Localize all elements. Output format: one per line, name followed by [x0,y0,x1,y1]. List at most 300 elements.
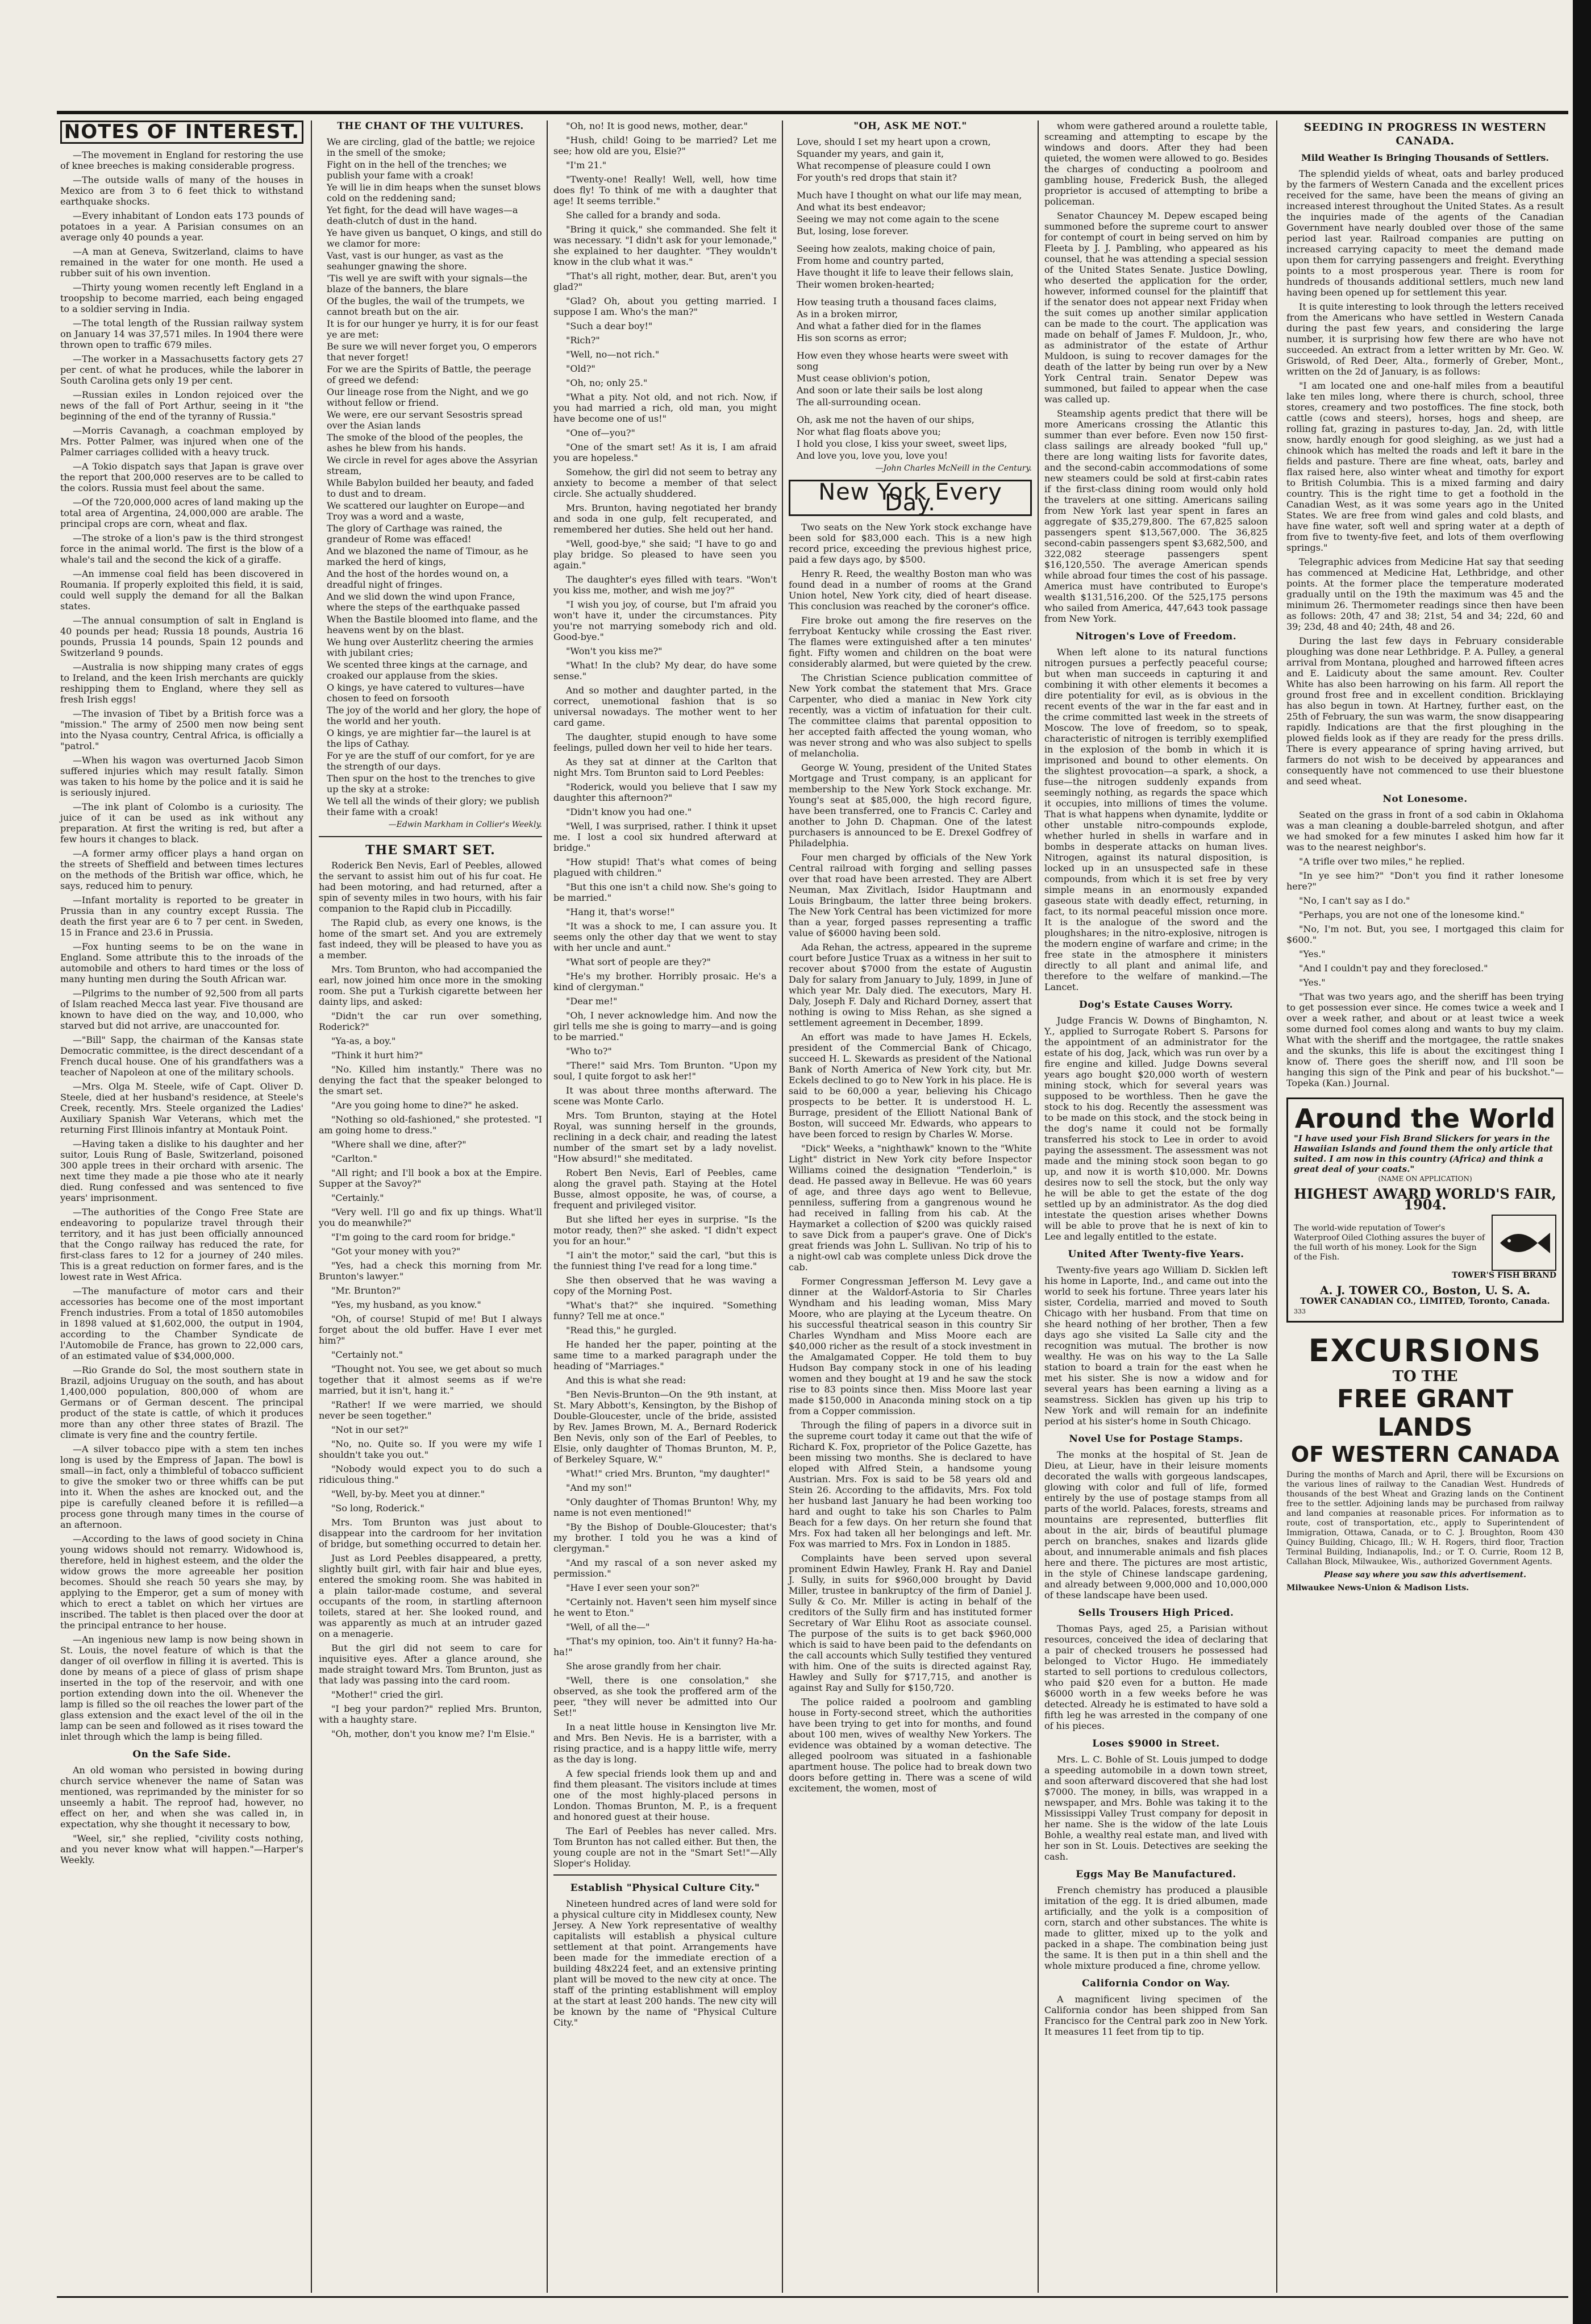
paragraph: —A former army officer plays a hand organ on the streets of Sheffield and between times lectures on the methods of the British war office, which, he says, reduced him to penury. [60,848,303,891]
paragraph: Former Congressman Jefferson M. Levy gave a dinner at the Waldorf-Astoria to Sir Charles Wyndham and his leading woman, Miss Mary Moore, who are playing at the Lyceum theatre. On his successful theatrical season in this country Sir Charles Wyndham and Miss Moore each are $40,000 richer as the result of a stock investment in the Amalgamated Copper. He told them to buy Hudson Bay company stock in one of his leading women and they bought at 19 and he saw the stock rise to 83 points since then. Miss Moore last year made $150,000 in Anaconda mining stock on a tip from a Copper commission. [789,1276,1032,1416]
united-title: United After Twenty-five Years. [1068,1249,1244,1260]
poem-line: How even they whose hearts were sweet with song [797,350,1009,372]
paragraph: "Certainly not. Haven't seen him myself since he went to Eton." [553,1597,777,1618]
not-lonesome-article [1286,809,1564,1088]
ad-code: 333 [1294,1308,1306,1315]
paragraph: —The annual consumption of salt in England is 40 pounds per head; Russia 18 pounds, Austria 16 pounds, Prussia 14 pounds, Spain 12 pounds and Switzerland 9 pounds. [60,615,303,658]
ad-award: HIGHEST AWARD WORLD'S FAIR, 1904. [1294,1186,1556,1213]
ad-description: The world-wide reputation of Tower's Waterproof Oiled Clothing assures the buyer of the full worth of his money. Look for the Sign of the Fish. [1294,1223,1485,1262]
paragraph: "I'm 21." [566,160,607,171]
paragraph: "Certainly not." [331,1349,403,1360]
postage-stamps-title: Novel Use for Postage Stamps. [1069,1433,1243,1445]
poem-line: And soon or late their sails be lost along [797,385,983,396]
paragraph: —Rio Grande do Sol, the most southern state in Brazil, adjoins Uruguay on the south, and has about 1,400,000 population, 800,000 of whom are Germans or of German descent. The principal product of the state is cattle, of which it produces more than any other three states of Brazil. The climate is very fine and the country fertile. [60,1365,303,1440]
paragraph: A magnificent living specimen of the California condor has been shipped from San Francisco for the Central park zoo in New York. It measures 11 feet from tip to tip. [1044,1994,1268,2037]
new-york-every-day-title: New York Every Day. [789,480,1032,516]
tower-fish-brand-ad [1286,1097,1564,1323]
paragraph: "And my rascal of a son never asked my permission." [553,1557,777,1579]
column-3 [550,120,780,2293]
notes-of-interest-title: NOTES OF INTEREST. [60,120,303,144]
poem-line: We tell all the winds of their glory; we publish their fame with a croak! [327,796,540,817]
paragraph: Twenty-five years ago William D. Sicklen left his home in Laporte, Ind., and came out into the world to seek his fortune. Three years later his sister, Cordelia, married and moved to South Chicago with her husband. From that time on she heard nothing of her brother, Then a few days ago she visited La Salle city and the recognition was mutual. The brother is now wealthy. He was on his way to the La Salle station to board a train for the east when he met his sister. She is now a widow and for several years has been earning a living as a seamstress. Sicklen has given up his trip to New York and will remain for an indefinite period at his sister's home in South Chicago. [1044,1265,1268,1427]
paragraph: —The worker in a Massachusetts factory gets 27 per cent. of what he produces, while the laborer in South Carolina gets only 19 per cent. [60,354,303,386]
paragraph: "Carlton." [331,1153,377,1164]
paragraph: "What! In the club? My dear, do have some sense." [553,660,777,681]
paragraph: Somehow, the girl did not seem to betray any anxiety to become a member of that select circle. She actually shuddered. [553,467,777,499]
poem-line: Seeing how zealots, making choice of pain, [797,243,996,254]
poem-line: For youth's red drops that stain it? [797,172,957,183]
poem-line: The joy of the world and her glory, the hope of the world and her youth. [327,705,541,726]
poem-line: The smoke of the blood of the peoples, the ashes he blew from his hands. [327,432,523,454]
paragraph: "Yes, had a check this morning from Mr. Brunton's lawyer." [319,1260,542,1282]
paragraph: "Where shall we dine, after?" [331,1139,467,1150]
paragraph: —An immense coal field has been discovered in Roumania. If properly exploited this field, it is said, could well supply the demand for all the Balkan states. [60,568,303,612]
top-border-rule [57,111,1568,114]
seeding-subtitle: Mild Weather Is Bringing Thousands of Settlers. [1301,152,1549,163]
poem-line: As in a broken mirror, [797,309,898,319]
ad-testimonial: "I have used your Fish Brand Slickers for years in the Hawaiian Islands and found them the only article that suited. I am now in this country (Africa) and think a great deal of your coats." [1294,1133,1553,1174]
paragraph: "No. Killed him instantly." There was no denying the fact that the speaker belonged to the smart set. [319,1064,542,1096]
new-york-continued [1044,120,1268,624]
new-york-every-day-article [789,522,1032,1794]
poem-line [789,238,1032,242]
paragraph: "He's my brother. Horribly prosaic. He's a kind of clergyman." [553,971,777,992]
ad-maker: A. J. TOWER CO., Boston, U. S. A. [1319,1283,1531,1297]
paragraph: "I ain't the motor," said the carl, "but this is the funniest thing I've read for a long time." [553,1250,777,1271]
safe-side-title: On the Safe Side. [132,1749,231,1760]
paragraph: —Of the 720,000,000 acres of land making up the total area of Argentina, 24,000,000 are arable. The principal crops are corn, wheat and flax. [60,497,303,529]
paragraph: —Infant mortality is reported to be greater in Prussia than in any country except Russia. The death the first year are 6 to 7 per cent. in Sweden, 15 in France and 23.6 in Prussia. [60,895,303,938]
paragraph: Mrs. L. C. Bohle of St. Louis jumped to dodge a speeding automobile in a down town street, and soon afterward discovered that she had lost $7000. The money, in bills, was wrapped in a newspaper, and Mrs. Bohle was taking it to the Mississippi Valley Trust company for deposit in her name. She is the widow of the late Louis Bohle, a wealthy real estate man, and lived with her son in St. Louis. Detectives are seeking the cash. [1044,1754,1268,1862]
paragraph: "In ye see him?" "Don't you find it rather lonesome here?" [1286,870,1564,892]
paragraph: whom were gathered around a roulette table, screaming and attempting to escape by the windows and doors. After they had been quieted, the women were allowed to go. Besides the charges of conducting a poolroom and gambling house, Frederick Bush, the alleged proprietor is accused of attempting to bribe a policeman. [1044,120,1268,207]
paragraph: "Won't you kiss me?" [566,646,663,656]
paragraph: And this is what she read: [566,1375,686,1386]
paragraph: —According to the laws of good society in China young widows should not remarry. Widowhood is, therefore, held in highest esteem, and the older the widow grows the more agreeable her position becomes. Should she reach 50 years she may, by applying to the Emperor, get a sum of money with which to erect a tablet on which her virtues are inscribed. The tablet is then placed over the door at the principal entrance to her house. [60,1533,303,1631]
paragraph: Judge Francis W. Downs of Binghamton, N. Y., applied to Surrogate Robert S. Parsons for the appointment of an administrator for the estate of his dog, Jack, which was run over by a fire engine and killed. Judge Downs several years ago bought $20,000 worth of western mining stock, which for several years was supposed to be worthless. Then he gave the stock to his dog. Recently the assessment was to be made on this stock, and the stock being in the dog's name it could not be formally transferred his stock to Lee in order to avoid paying the assessment. The assessment was not made and the mining stock soon began to go up, and now it is worth $10,000. Mr. Downs desires now to sell the stock, but the only way he will be able to get the estate of the dog settled up by an administrator. As the dog died intestate the question arises whether Downs will be able to prove that he is next of kin to Lee and legally entitled to the estate. [1044,1015,1268,1242]
paragraph: "Have I ever seen your son?" [566,1582,699,1593]
paragraph: —The movement in England for restoring the use of knee breeches is making considerable progress. [60,149,303,171]
eggs-title: Eggs May Be Manufactured. [1076,1869,1236,1880]
paragraph: Mrs. Brunton, having negotiated her brandy and soda in one gulp, felt recuperated, and remembered her duties. She held out her hand. [553,502,777,535]
poem-line: And the host of the hordes wound on, a dreadful night of fringes. [327,568,509,590]
poem-line [789,409,1032,413]
paragraph: Four men charged by officials of the New York Central railroad with forging and selling passes over that road have been arrested. They are Albert Neuman, Max Zivitlach, Isidor Hauptmann and Louis Bringbaum, the latter three being brokers. The New York Central has been victimized for more than a year, forged passes representing a traffic value of $6000 having been sold. [789,852,1032,938]
paragraph: Through the filing of papers in a divorce suit in the supreme court today it came out that the wife of Richard K. Fox, proprietor of the Police Gazette, has been missing two months. She is declared to have eloped with Alfred Stein, a handsome young Austrian. Mrs. Fox is said to be 58 years old and Stein 26. According to the affidavits, Mrs. Fox told her husband last January he had been working too hard and ought to take his son Charles to Palm Beach for a few days. On her return she found that Mrs. Fox had taken all her belongings and left. Mr. Fox was married to Mrs. Fox in London in 1885. [789,1420,1032,1549]
poem-line: Much have I thought on what our life may mean, [797,190,1022,201]
paragraph: "Nothing so old-fashioned," she protested. "I am going home to dress." [319,1114,542,1136]
paragraph: "How stupid! That's what comes of being plagued with children." [553,857,777,878]
smart-set-title: THE SMART SET. [365,843,495,858]
ad-agent: TOWER CANADIAN CO., LIMITED, Toronto, Canada. [1300,1296,1550,1306]
column-rule [547,120,548,2293]
paragraph: "Rich?" [566,335,600,346]
excursions-body: During the months of March and April, there will be Excursions on the various lines of railway to the Canadian West. Hundreds of thousands of the best Wheat and Grazing lands on the Continent free to the settler. Adjoining lands may be purchased from railway and land companies at reasonable prices. For information as to route, cost of transportation, etc., apply to Superintendent of Immigration, Ottawa, Canada, or to C. J. Broughton, Room 430 Quincy Building, Chicago, Ill.; W. H. Rogers, third floor, Traction Terminal Building, Indianapolis, Ind.; or T. O. Currie, Room 12 B, Callahan Block, Milwaukee, Wis., authorized Government Agents. [1286,1470,1564,1566]
paragraph: "But this one isn't a child now. She's going to be married." [553,882,777,903]
postage-stamps-article [1044,1449,1268,1600]
paragraph: "What!" cried Mrs. Brunton, "my daughter!" [566,1468,770,1479]
poem-line: We scattered our laughter on Europe—and Troy was a word and a waste, [327,500,525,522]
oh-ask-me-not-poem [789,136,1032,461]
paragraph: It was about three months afterward. The scene was Monte Carlo. [553,1085,777,1107]
poem-line: It is for our hunger ye hurry, it is for our feast ye are met: [327,318,539,340]
column-2 [315,120,545,2293]
paragraph: The Earl of Peebles has never called. Mrs. Tom Brunton has not called either. But then, the young couple are not in the "Smart Set!"—Ally Sloper's Holiday. [553,1826,777,1869]
ad-headline: Around the World [1294,1103,1556,1134]
paragraph: "Such a dear boy!" [566,321,653,331]
paragraph: "It was a shock to me, I can assure you. It seems only the other day that we went to stay with her uncle and aunt." [553,921,777,953]
paragraph: "What sort of people are they?" [566,957,711,967]
paragraph: —Fox hunting seems to be on the wane in England. Some attribute this to the inroads of the automobile and others to hard times or the loss of many hunting men during the South African war. [60,941,303,984]
paragraph: "Weel, sir," she replied, "civility costs nothing, and you never know what will happen."—Harper's Weekly. [60,1833,303,1865]
paragraph: Just as Lord Peebles disappeared, a pretty, slightly built girl, with fair hair and blue eyes, entered the smoking room. She was habited in a plain tailor-made costume, and several occupants of the room, in startling afternoon toilets, stared at her. She looked round, and was apparently as much at an intruder gazed on a menagerie. [319,1553,542,1639]
poem-line [789,291,1032,296]
paragraph: "Oh, mother, don't you know me? I'm Elsie." [331,1728,535,1739]
paragraph: "Mother!" cried the girl. [331,1689,444,1700]
excursions-to: TO THE [1392,1368,1458,1385]
paragraph: Fire broke out among the fire reserves on the ferryboat Kentucky while crossing the East river. The flames were extinguished after a ten minutes' fight. Fifty women and children on the boat were considerably alarmed, but were quieted by the crew. [789,615,1032,669]
paragraph: "Hang it, that's worse!" [566,907,675,917]
paragraph: French chemistry has produced a plausible imitation of the egg. It is dried albumen, made artificially, and the yolk is a composition of corn, starch and other substances. The white is made to glitter, mixed up to the yolk and packed in a shape. The combination being just the same. It is then put in a thin shell and the whole mixture produced a fine, chrome yellow. [1044,1885,1268,1971]
paragraph: —The manufacture of motor cars and their accessories has become one of the most important French industries. From a total of 1850 automobiles in 1898 valued at $1,602,000, the output in 1904, according to the Chamber Syndicate de l'Automobile de France, has grown to 22,000 cars, of an estimated value of $34,000,000. [60,1286,303,1361]
poem-line: And we blazoned the name of Timour, as he marked the herd of kings, [327,546,528,567]
paragraph: "Who to?" [566,1046,612,1057]
condor-title: California Condor on Way. [1082,1978,1230,1989]
poem-line: Squander my years, and gain it, [797,148,944,159]
paragraph: "What a pity. Not old, and not rich. Now, if you had married a rich, old man, you might have become one of us!" [553,392,777,424]
paragraph: But the girl did not seem to care for inquisitive eyes. After a glance around, she made straight toward Mrs. Tom Brunton, just as that lady was passing into the card room. [319,1643,542,1686]
condor-article [1044,1994,1268,2037]
poem-line: Our lineage rose from the Night, and we go without fellow or friend. [327,386,528,408]
loses-money-article [1044,1754,1268,1862]
poem-line: And what its best endeavor; [797,202,926,213]
paragraph: —"Bill" Sapp, the chairman of the Kansas state Democratic committee, is the direct descendant of a French ducal house. One of his grandfathers was a teacher of Napoleon at one of the military schools. [60,1034,303,1078]
paragraph: The splendid yields of wheat, oats and barley produced by the farmers of Western Canada and the excellent prices received for the same, have been the means of giving an increased interest throughout the United States. As a result the inquiries made of the agents of the Canadian Government have nearly doubled over those of the same period last year. Railroad companies are putting on increased carrying capacity to meet the demand made upon them for carrying passengers and freight. Everything points to a most prosperous year. There is room for hundreds of thousands additional settlers, much new land having been opened up for settlement this year. [1286,168,1564,298]
poem-line: Ye have given us banquet, O kings, and still do we clamor for more: [327,227,542,249]
dogs-estate-title: Dog's Estate Causes Worry. [1078,999,1234,1011]
paragraph: "No, I'm not. But, you see, I mortgaged this claim for $600." [1286,924,1564,945]
poem-line: His son scorns as error; [797,332,907,343]
paragraph: —Morris Cavanagh, a coachman employed by Mrs. Potter Palmer, was injured when one of the Palmer carriages collided with a heavy truck. [60,425,303,458]
paragraph: —A silver tobacco pipe with a stem ten inches long is used by the Empress of Japan. The bowl is small—in fact, only a thimbleful of tobacco sufficient to give the smoker two or three whiffs can be put into it. When the ashes are knocked out, and the pipe is carefully cleaned before it is refilled—a process gone through many times in the course of an afternoon. [60,1444,303,1530]
paragraph: "And my son!" [566,1482,632,1493]
paragraph: "Ya-as, a boy." [331,1036,396,1046]
seeding-article [1286,168,1564,787]
paragraph: "One of the smart set! As it is, I am afraid you are hopeless." [553,442,777,463]
trousers-title: Sells Trousers High Priced. [1078,1607,1234,1619]
safe-side-article [60,1765,303,1865]
paragraph: The monks at the hospital of St. Jean de Dieu, at Lieur, have in their leisure moments decorated the walls with gorgeous landscapes, glowing with color and full of life, formed entirely by the use of postage stamps from all parts of the world. Palaces, forests, streams and mountains are represented, butterflies flit about in the air, birds of beautiful plumage perch on branches, snakes and lizards glide about, and innumerable animals and fish places here and there. The pictures are most artistic, in the style of Chinese landscape gardening, and already between 9,000,000 and 10,000,000 of these landscape have been used. [1044,1449,1268,1600]
paragraph: —The total length of the Russian railway system on January 14 was 37,571 miles. In 1904 there were thrown open to traffic 679 miles. [60,318,303,350]
paragraph: —Thirty young women recently left England in a troopship to become married, each being engaged to a soldier serving in India. [60,282,303,314]
poem-line: O kings, ye have catered to vultures—have chosen to feed on forsooth [327,682,524,704]
fish-logo-label: TOWER'S FISH BRAND [1452,1271,1556,1280]
paragraph: It is quite interesting to look through the letters received from the Americans who have settled in Western Canada during the past few years, and considering the large number, it is surprising how few there are who have not succeeded. An extract from a letter written by Mr. Geo. W. Griswold, of Red Deer, Alta., formerly of Greber, Mont., written on the 2d of January, is as follows: [1286,301,1564,377]
paragraph: Mrs. Tom Brunton, staying at the Hotel Royal, was sunning herself in the grounds, reclining in a deck chair, and reading the latest number of the smart set by a lady novelist. "How absurd!" she meditated. [553,1110,777,1164]
poem-line: Ye will lie in dim heaps when the sunset blows cold on the reddening sand; [327,182,541,203]
paragraph: —The outside walls of many of the houses in Mexico are from 3 to 6 feet thick to withstand earthquake shocks. [60,174,303,207]
paragraph: "I wish you joy, of course, but I'm afraid you won't have it, under the circumstances. Pity you're not marrying somebody rich and old. Good-bye." [553,599,777,642]
poem-line: And what a father died for in the flames [797,321,981,331]
paragraph: The Rapid club, as every one knows, is the home of the smart set. And you are extremely fast indeed, they will be pleased to have you as a member. [319,917,542,961]
paragraph: "Nobody would expect you to do such a ridiculous thing." [319,1464,542,1485]
paragraph: "That's my opinion, too. Ain't it funny? Ha-ha-ha!" [553,1636,777,1657]
paragraph: Telegraphic advices from Medicine Hat say that seeding has commenced at Medicine Hat, Lethbridge, and other points. At the former place the temperature moderated gradually until on the 19th the maximum was 45 and the minimum 26. Thermometer readings since then have been as follows: 20th, 47 and 38; 21st, 54 and 34; 22d, 60 and 39; 23d, 48 and 40; 24th, 48 and 26. [1286,556,1564,632]
paragraph: "Twenty-one! Really! Well, well, how time does fly! To think of me with a daughter that age! It seems terrible." [553,174,777,206]
paragraph: "Old?" [566,363,595,374]
paragraph: —Pilgrims to the number of 92,500 from all parts of Islam reached Mecca last year. Five thousand are known to have died on the way, and 10,000, who starved but did not arrive, are unaccounted for. [60,988,303,1031]
smart-set-continued [553,120,777,1869]
paragraph: When left alone to its natural functions nitrogen pursues a perfectly peaceful course; but when man succeeds in capturing it and combining it with other elements it becomes a dire potentiality for evil, as is obvious in the recent events of the war in the far east and in the crime committed last week in the streets of Moscow. The love of freedom, so to speak, characteristic of nitrogen is terribly exemplified in the explosion of the bomb in which it is imprisoned and bound to other elements. On the slightest provocation—a spark, a shock, a fuse—the nitrogen suddenly expands from seemingly nothing, as regards the space which it occupies, into millions of times the volume. That is what happens when dynamite, lyddite or other unstable nitro-compounds explode, whether hurled in shells in warfare and in bombs in desperate attacks on human lives. Nitrogen, against its natural disposition, is locked up in an unsuspected safe in these compounds, from which it is set free by very simple means in an enormously expanded gaseous state with deadly effect, returning, in fact, to its normal peaceful mission once more. It is the analogue of the sword and the ploughshares; in the nitro-explosive, nitrogen is the modern engine of warfare and crime; in the free state in the atmosphere it ministers directly to all plant and animal life, and therefore to the welfare of mankind.—The Lancet. [1044,647,1268,992]
paragraph: Roderick Ben Nevis, Earl of Peebles, allowed the servant to assist him out of his fur coat. He had been motoring, and had returned, after a spin of seventy miles in two hours, with his fair companion to the Rapid club in Piccadilly. [319,860,542,914]
poem-line: What recompense of pleasure could I own [797,160,991,171]
poem-line: Must cease oblivion's potion, [797,373,931,384]
page-edge-stripe [1573,0,1591,2324]
poem-line: Love, should I set my heart upon a crown, [797,136,991,147]
poem-line: For ye are the stuff of our comfort, for ye are the strength of our days. [327,750,535,772]
paragraph: Senator Chauncey M. Depew escaped being summoned before the supreme court to answer for contempt of court in being served on him by Fleeta by J. J. Pambling, who appeared as his counsel, that he was attending a special session of the United States Senate. Justice Dowling, who deserted the application for the order, however, informed counsel for the plaintiff that if the senator does not appear next Friday when the suit comes up another similar application can be made to the court. The application was made on behalf of James F. Muldoon, Jr., who, as administrator of the estate of Arthur Muldoon, is suing to recover damages for the death of the latter by being run over by a New York Central train. Senator Depew was summoned, but failed to appear when the case was called up. [1044,210,1268,405]
paragraph: Two seats on the New York stock exchange have been sold for $83,000 each. This is a new high record price, exceeding the previous highest price, paid a few days ago, by $500. [789,522,1032,565]
column-rule [1276,120,1277,2293]
nitrogen-article [1044,647,1268,992]
paragraph: Henry R. Reed, the wealthy Boston man who was found dead in a number of rooms at the Grand Union hotel, New York city, died of heart disease. This conclusion was reached by the coroner's office. [789,568,1032,612]
paragraph: "Are you going home to dine?" he asked. [331,1100,519,1111]
column-4 [785,120,1035,2293]
paragraph: —Every inhabitant of London eats 173 pounds of potatoes in a year. A Parisian consumes on an average only 40 pounds a year. [60,210,303,243]
paragraph: "Well, there is one consolation," she observed, as she took the proffered arm of the peer, "they will never be admitted into Our Set!" [553,1675,777,1718]
poem-line: We scented three kings at the carnage, and croaked our applause from the skies. [327,659,528,681]
paragraph: "By the Bishop of Double-Gloucester; that's my brother. I told you he was a kind of clergyman." [553,1521,777,1554]
paragraph: —The authorities of the Congo Free State are endeavoring to popularize travel through their territory, and it has just been officially announced that the Congo railway has reduced the rate, for first-class fares to 12 for a journey of 240 miles. This is a great reduction on former fares, and is the lowest rate in West Africa. [60,1207,303,1282]
paragraph: He handed her the paper, pointing at the same time to a marked paragraph under the heading of "Marriages." [553,1339,777,1371]
nitrogen-title: Nitrogen's Love of Freedom. [1075,631,1237,642]
excursions-note: Please say where you saw this advertisement. [1324,1570,1526,1579]
united-article [1044,1265,1268,1427]
physical-culture-title: Establish "Physical Culture City." [570,1882,760,1894]
excursions-ad [1286,1332,1564,1595]
poem-line: Of the bugles, the wail of the trumpets, we cannot breath but on the air. [327,296,525,317]
paragraph: "And I couldn't pay and they foreclosed." [1299,963,1488,974]
poem-line: But, losing, lose forever. [797,226,909,236]
paragraph: She called for a brandy and soda. [566,210,721,221]
poem-line: How teasing truth a thousand faces claims, [797,297,997,307]
paragraph: "I'm going to the card room for bridge." [331,1232,515,1242]
paragraph: The Christian Science publication committee of New York combat the statement that Mrs. Grace Carpenter, who died a maniac in New York city recently, was a victim of infatuation for their cult. The committee claims that parental opposition to her accepted faith affected the young woman, who was never strong and who was also subject to spells of melancholia. [789,672,1032,759]
ad-body-row [1294,1215,1556,1271]
paragraph: "Perhaps, you are not one of the lonesome kind." [1299,909,1525,920]
paragraph: "Well, I was surprised, rather. I think it upset me. I lost a cool six hundred afterward at bridge." [553,821,777,853]
trousers-article [1044,1623,1268,1731]
poem-line: Have thought it life to leave their fellows slain, [797,267,1014,278]
paragraph: The daughter, stupid enough to have some feelings, pulled down her veil to hide her tears. [553,731,777,753]
paragraph: —Russian exiles in London rejoiced over the news of the fall of Port Arthur, seeing in it "the beginning of the end of the tyranny of Russia." [60,389,303,422]
paragraph: "All right; and I'll book a box at the Empire. Supper at the Savoy?" [319,1167,542,1189]
paragraph: —Mrs. Olga M. Steele, wife of Capt. Oliver D. Steele, died at her husband's residence, at Steele's Creek, recently. Mrs. Steele organized the Ladies' Auxiliary Spanish War Veterans, which met the returning First Illinois infantry at Montauk Point. [60,1081,303,1135]
paragraph: "Only daughter of Thomas Brunton! Why, my name is not even mentioned!" [553,1496,777,1518]
paragraph: "Well, good-bye," she said; "I have to go and play bridge. So pleased to have seen you again." [553,538,777,571]
poem-line: We are circling, glad of the battle; we rejoice in the smell of the smoke; [327,136,535,158]
paragraph: Ada Rehan, the actress, appeared in the supreme court before Justice Truax as a witness in her suit to recover about $7000 from the estate of Augustin Daly for salary from January to July, 1899, in June of which year Mr. Daly died. The executors, Mary H. Daly, Joseph F. Daly and Richard Dorney, assert that nothing is owing to Miss Rehan, as she signed a settlement agreement in December, 1899. [789,942,1032,1028]
paragraph: Robert Ben Nevis, Earl of Peebles, came along the gravel path. Staying at the Hotel Busse, almost opposite, he was, of course, a frequent and privileged visitor. [553,1167,777,1211]
paragraph: She then observed that he was waving a copy of the Morning Post. [553,1275,777,1296]
paragraph: "Well, no—not rich." [566,349,660,360]
paragraph: "No, no. Quite so. If you were my wife I shouldn't take you out." [319,1439,542,1460]
oh-ask-me-not-title: "OH, ASK ME NOT." [853,120,967,132]
paragraph: "Dick" Weeks, a "nighthawk" known to the "White Light" district in New York city before Inspector Williams coined the designation "Tenderloin," is dead. He passed away in Bellevue. He was 60 years of age, and three days ago went to Bellevue, penniless, suffering from a gangrenous wound he had received in falling from his cab. At the Haymarket a collection of $200 was quickly raised to save Dick from a pauper's grave. One of Dick's great friends was John L. Sullivan. No trip of his to a night-owl cab was complete unless Dick drove the cab. [789,1143,1032,1273]
paragraph: As they sat at dinner at the Carlton that night Mrs. Tom Brunton said to Lord Peebles: [553,756,777,778]
paragraph: "Ben Nevis-Brunton—On the 9th instant, at St. Mary Abbott's, Kensington, by the Bishop of Double-Gloucester, uncle of the bride, assisted by Rev. James Brown, M. A., Bernard Roderick Ben Nevis, only son of the Earl of Peebles, to Elsie, only daughter of Thomas Brunton, M. P., of Berkeley Square, W." [553,1389,777,1465]
paragraph: "Well, of all the—" [566,1622,650,1632]
column-rule [782,120,783,2293]
paragraph: "Didn't the car run over something, Roderick?" [319,1011,542,1032]
paragraph: —The invasion of Tibet by a British force was a "mission." The army of 2500 men now being sent into the Nyasa country, Central Africa, is officially a "patrol." [60,708,303,751]
poem-line: Seeing we may not come again to the scene [797,214,999,224]
poem-line: The glory of Carthage was rained, the grandeur of Rome was effaced! [327,523,502,544]
poem-line: Be sure we will never forget you, O emperors that never forget! [327,341,537,363]
poem-line: We hung over Austerlitz cheering the armies with jubilant cries; [327,637,534,658]
poem-line: For we are the Spirits of Battle, the peerage of greed we defend: [327,364,531,385]
paragraph: George W. Young, president of the United States Mortgage and Trust company, is an applicant for membership to the New York Stock exchange. Mr. Young's seat at $85,000, the high record figure, have been transferred, one to Francis C. Carley and another to John D. Chapman. One of the latest purchasers is announced to be E. Drexel Godfrey of Philadelphia. [789,762,1032,849]
poem-line: From home and country parted, [797,255,944,266]
column-5 [1041,120,1271,2293]
paragraph: "Read this," he gurgled. [566,1325,677,1336]
poem-line: I hold you close, I kiss your sweet, sweet lips, [797,438,1007,449]
paragraph: Mrs. Tom Brunton, who had accompanied the earl, now joined him once more in the smoking room. She put a Turkish cigarette between her dainty lips, and asked: [319,964,542,1007]
paragraph: But she lifted her eyes in surprise. "Is the motor ready, then?" she asked. "I didn't expect you for an hour." [553,1214,777,1246]
excursions-headline: EXCURSIONS [1308,1333,1542,1369]
paragraph: "So long, Roderick." [331,1503,424,1514]
notes-list [60,149,303,1742]
poem-line: We were, ere our servant Sesostris spread over the Asian lands [327,409,523,431]
paragraph: "That's all right, mother, dear. But, aren't you glad?" [553,271,777,292]
paragraph: Complaints have been served upon several prominent Edwin Hawley, Frank H. Ray and Daniel J. Sully, in suits for $960,000 brought by David Miller, trustee in bankruptcy of the firm of Daniel J. Sully & Co. Mr. Miller is acting in behalf of the creditors of the Sully firm and has instituted former Secretary of War Elihu Root as associate counsel. The purpose of the suits is to get back $960,000 which is said to have been paid to the defendants on the call accounts which Sully testified they ventured with him. One of the suits is directed against Ray, Hawley and Sully for $717,715, and another is against Ray and Sully for $150,720. [789,1553,1032,1693]
paragraph: "Certainly." [331,1192,384,1203]
paragraph: "Roderick, would you believe that I saw my daughter this afternoon?" [553,781,777,803]
paragraph: Mrs. Tom Brunton was just about to disappear into the cardroom for her invitation of bridge, but something occurred to detain her. [319,1517,542,1549]
paragraph: "Oh, no! It is good news, mother, dear." [566,120,748,131]
physical-culture-article [553,1898,777,2028]
paragraph: "Got your money with you?" [331,1246,461,1257]
column-rule [1038,120,1039,2293]
paragraph: "Well, by-by. Meet you at dinner." [331,1489,485,1499]
paragraph: "Oh, I never acknowledge him. And now the girl tells me she is going to marry—and is going to be married." [553,1010,777,1042]
paragraph: "I beg your pardon?" replied Mrs. Brunton, with a haughty stare. [319,1703,542,1725]
paragraph: During the last few days in February considerable ploughing was done near Lethbridge. P. A. Pulley, a general arrival from Montana, ploughed and harrowed fifteen acres and E. Laidicuty about the same amount. Rev. Coulter White has also been harrowing on his farm. All report the ground frost free and in excellent condition. Bricklaying has also begun in town. At Hartney, further east, on the 25th of February, the sun was warm, the snow disappearing rapidly. Indications are that the first ploughing in the plowed fields look as if they are ready for the press drills. There is every appearance of spring having arrived, but farmers do not wish to be deceived by appearances and consequently have not commenced to use their bluestone and seed wheat. [1286,635,1564,787]
paragraph: "Dear me!" [566,996,618,1007]
separator [553,1874,777,1876]
separator [319,836,542,837]
dogs-estate-article [1044,1015,1268,1242]
paragraph: "One of—you?" [566,427,635,438]
paragraph: "Hush, child! Going to be married? Let me see; how old are you, Elsie?" [553,135,777,156]
eggs-article [1044,1885,1268,1971]
paragraph: —Having taken a dislike to his daughter and her suitor, Louis Rung of Basle, Switzerland, poisoned 300 apple trees in their orchard with arsenic. The next time they made a pie those who ate it nearly died. Rung confessed and was sentenced to five years' imprisonment. [60,1138,303,1203]
paragraph: —A man at Geneva, Switzerland, claims to have remained in the water for one month. He used a rubber suit of his own invention. [60,246,303,278]
poem-line: Yet fight, for the dead will have wages—a death-clutch of dust in the hand. [327,205,518,226]
paragraph: Seated on the grass in front of a sod cabin in Oklahoma was a man cleaning a double-barreled shotgun, and after we had smoked for a few minutes I asked him how far it was to the nearest neighbor's. [1286,809,1564,853]
column-6 [1283,120,1567,2293]
paragraph: "Didn't know you had one." [566,806,692,817]
ad-testimonial-note: (NAME ON APPLICATION) [1378,1175,1472,1183]
poem-line: Then spur on the host to the trenches to give up the sky at a stroke: [327,773,535,795]
paragraph: "Very well. I'll go and fix up things. What'll you do meanwhile?" [319,1207,542,1228]
paragraph: "There!" said Mrs. Tom Brunton. "Upon my soul, I quite forgot to ask her!" [553,1060,777,1082]
paragraph: Nineteen hundred acres of land were sold for a physical culture city in Middlesex county, New Jersey. A New York representative of wealthy capitalists will establish a physical culture settlement at that point. Arrangements have been made for the immediate erection of a building 48x224 feet, and an extensive printing plant will be moved to the new city at once. The staff of the printing establishment will employ at the start at least 200 hands. The new city will be known by the name of "Physical Culture City." [553,1898,777,2028]
not-lonesome-title: Not Lonesome. [1382,793,1468,805]
paragraph: An old woman who persisted in bowing during church service whenever the name of Satan was mentioned, was reprimanded by the minister for so unseemly a habit. The reproof had, however, no effect on her, and when she was called in, in expectation, why she thought it necessary to bow, [60,1765,303,1830]
paragraph: "A trifle over two miles," he replied. [1299,856,1465,867]
paragraph: "Not in our set?" [331,1424,409,1435]
chant-of-vultures-title: THE CHANT OF THE VULTURES. [337,120,524,132]
paragraph: —A Tokio dispatch says that Japan is grave over the report that 200,000 reserves are to be called to the colors. Russia must feel about the same. [60,461,303,493]
poem-signature: —Edwin Markham in Collier's Weekly. [388,820,542,829]
poem-line: Vast, vast is our hunger, as vast as the seahunger gnawing the shore. [327,250,503,272]
paragraph: And so mother and daughter parted, in the correct, unemotional fashion that is so universal nowadays. The mother went to her card game. [553,685,777,728]
fish-logo-icon [1492,1215,1556,1271]
paragraph: "Oh, no; only 25." [566,377,648,388]
paragraph: "Oh, of course! Stupid of me! But I always forget about the old buffer. Have I ever met him?" [319,1313,542,1346]
paragraph: "What's that?" she inquired. "Something funny? Tell me at once." [553,1300,777,1321]
poem-line: Oh, ask me not the haven of our ships, [797,414,974,425]
paragraph: An effort was made to have James H. Eckels, president of the Commercial Bank of Chicago, succeed H. L. Skewards as president of the National Bank of North America of New York city, but Mr. Eckels declined to go to New York in his place. He is said to be 60,000 a year, believing his Chicago prospects to be better. It is understood H. L. Burrage, president of the Elliott National Bank of Boston, will succeed Mr. Edwards, who appears to have been forced to resign by Charles W. Morse. [789,1032,1032,1140]
chant-of-vultures-poem [319,136,542,817]
poem-line: We circle in revel for ages above the Assyrian stream, [327,455,538,476]
seeding-title: SEEDING IN PROGRESS IN WESTERN CANADA. [1303,121,1547,147]
excursions-free-grant: FREE GRANT LANDS [1336,1385,1514,1442]
poem-line: Nor what flag floats above you; [797,426,941,437]
poem-line [789,344,1032,349]
paragraph: "That was two years ago, and the sheriff has been trying to get possession ever since. He comes twice a week and I over a week rather, and about or at least twice a week some durned fool comes along and wants to buy my claim. What with the sheriff and the mortgagee, the rattle snakes and the skunks, this life is about the excitingest thing I know of. There goes the sheriff now, and I'll soon be hanging this sign of the Pink and pear of his buckshot."—Topeka (Kan.) Journal. [1286,991,1564,1088]
paragraph: The daughter's eyes filled with tears. "Won't you kiss me, mother, and wish me joy?" [553,574,777,596]
poem-line: When the Bastile bloomed into flame, and the heavens went by on the blast. [327,614,538,635]
paragraph: "Bring it quick," she commanded. She felt it was necessary. "I didn't ask for your lemonade," she explained to her daughter. "They wouldn't know in the club what it was." [553,224,777,267]
paragraph: —When his wagon was overturned Jacob Simon suffered injuries which may result fatally. Simon was taken to his home by the police and it is said he is seriously injured. [60,755,303,798]
paragraph: —The ink plant of Colombo is a curiosity. The juice of it can be used as ink without any preparation. At first the writing is red, but after a few hours it changes to black. [60,801,303,845]
poem-line: O kings, ye are mightier far—the laurel is at the lips of Cathay. [327,727,531,749]
poem-line: Fight on in the hell of the trenches; we publish your fame with a croak! [327,159,507,181]
paragraph: A few special friends look them up and and find them pleasant. The visitors include at times one of the most highly-placed persons in London. Thomas Brunton, M. P., is a frequent and honored guest at their house. [553,1768,777,1822]
paragraph: "Yes." [1299,949,1326,959]
loses-money-title: Loses $9000 in Street. [1092,1738,1220,1749]
paragraph: "No, I can't say as I do." [1299,895,1410,906]
poem-line: Their women broken-hearted; [797,279,935,290]
paragraph: "Mr. Brunton?" [331,1285,401,1296]
paragraph: "Glad? Oh, about you getting married. I suppose I am. Who's the man?" [553,296,777,317]
paragraph: In a neat little house in Kensington live Mr. and Mrs. Ben Nevis. He is a barrister, with a rising practice, and is a happy little wife, merry as the day is long. [553,1722,777,1765]
paragraph: "Yes." [1299,977,1326,988]
paragraph: Steamship agents predict that there will be more Americans crossing the Atlantic this summer than ever before. Even now 150 first-class sailings are already booked "full up," there are long waiting lists for favorite dates, and the second-cabin accommodations of some new steamers could be sold at first-cabin rates if the first-class dining room would only hold the travelers at one sitting. Americans sailing from New York last year spent in fares an aggregate of $35,279,800. The 67,825 saloon passengers spent $13,567,000. The 36,825 second-cabin passengers spent $3,682,500, and 322,082 steerage passengers spent $16,120,550. The average American spends while abroad four times the cost of his passage. America must have contributed to Europe's wealth $131,516,200. Of the 525,175 persons who sailed from America, 447,643 took passage from New York. [1044,408,1268,624]
poem-line: While Babylon builded her beauty, and faded to dust and to dream. [327,477,534,499]
paragraph: She arose grandly from her chair. [566,1661,722,1672]
poem-line: And we slid down the wind upon France, where the steps of the earthquake passed [327,591,520,613]
paragraph: —The stroke of a lion's paw is the third strongest force in the animal world. The first is the blow of a whale's tail and the second the kick of a giraffe. [60,533,303,565]
column-rule [311,120,312,2293]
paragraph: "Rather! If we were married, we should never be seen together." [319,1399,542,1421]
paragraph: "Thought not. You see, we get about so much together that it almost seems as if we're married, but it isn't, hang it." [319,1363,542,1396]
paragraph: "I am located one and one-half miles from a beautiful lake ten miles long, where there is church, school, three stores, creamery and two postoffices. The fine stock, both cattle (cows and steers), horses, hogs and sheep, are rolling fat, grazing in pastures to-day, Jan. 2d, with little snow, hardly enough for good sleighing, as we just had a chinook which has melted the roads and left it bare in the fields and pasture. There are fine wheat, oats, barley and flax raised here, also winter wheat and timothy for export to British Columbia. This is a mixed farming and dairy country. This is the right time to get a foothold in the Canadian West, as it was some years ago in the United States. We are free from wind gales and cold blasts, and have fine water, soft well and spring water at a depth of from five to twenty-five feet, and lots of them overflowing springs." [1286,380,1564,553]
smart-set-article [319,860,542,1739]
paragraph: "Yes, my husband, as you know." [331,1299,481,1310]
bottom-border-rule [57,2296,1568,2298]
paragraph: The police raided a poolroom and gambling house in Forty-second street, which the authorities have been trying to get into for months, and found about 100 men, wives of wealthy New Yorkers. The evidence was obtained by a woman detective. The alleged poolroom was situated in a fashionable apartment house. The police had to break down two doors before getting in. There was a scene of wild excitement, the women, most of [789,1697,1032,1794]
poem-line: And love you, love you, love you! [797,450,948,461]
excursions-western-canada: OF WESTERN CANADA [1290,1442,1560,1467]
poem-line [789,184,1032,189]
paragraph: "Think it hurt him?" [331,1050,423,1061]
paragraph: Thomas Pays, aged 25, a Parisian without resources, conceived the idea of declaring that a pair of checked trousers he possessed had belonged to Victor Hugo. He immediately started to sell portions to credulous collectors, who paid $20 even for a button. He made $6000 worth in a few weeks before he was detected. Already he is estimated to have sold a fifth leg he was arrested in the company of one of his pieces. [1044,1623,1268,1731]
column-1 [57,120,307,2293]
paragraph: —Australia is now shipping many crates of eggs to Ireland, and the keen Irish merchants are quickly reshipping them to England, where they sell as fresh Irish eggs! [60,662,303,705]
